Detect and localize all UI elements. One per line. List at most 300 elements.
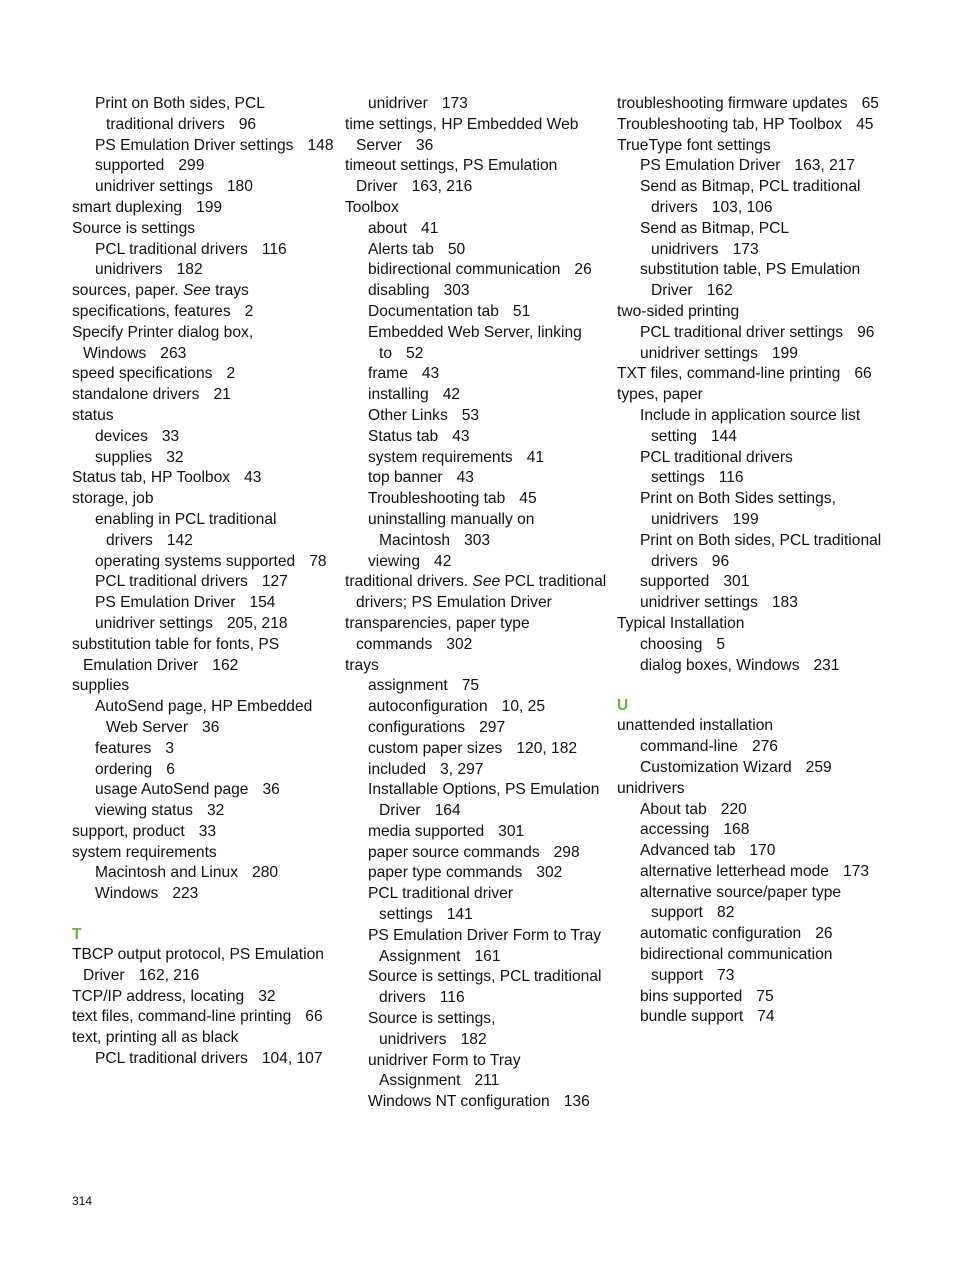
page-reference: 103, 106: [711, 198, 773, 216]
index-term: Specify Printer dialog box, Windows: [72, 323, 254, 362]
page-reference: 163, 217: [794, 157, 856, 175]
index-subentry: [345, 489, 607, 510]
index-term: PCL traditional drivers: [95, 573, 248, 591]
index-subentry: [617, 531, 887, 573]
page-reference: 298: [553, 843, 580, 861]
index-subentry: [617, 219, 887, 261]
page-reference: 199: [196, 198, 223, 216]
index-entry: [617, 779, 887, 800]
page-reference: 199: [732, 510, 759, 528]
page-reference: 36: [262, 781, 280, 799]
index-term: unidrivers: [617, 779, 685, 797]
index-term: supplies: [95, 448, 153, 466]
index-term: PCL traditional drivers: [95, 1050, 248, 1068]
index-term: unidriver: [368, 95, 428, 112]
index-term: ordering: [95, 760, 153, 778]
index-term: features: [95, 739, 152, 757]
index-term: configurations: [368, 718, 466, 736]
index-term: text, printing all as black: [72, 1029, 239, 1047]
index-term: storage, job: [72, 490, 154, 508]
page-reference: 96: [857, 323, 875, 341]
page-reference: 53: [461, 406, 480, 424]
page-reference: 223: [172, 885, 199, 903]
index-subentry: [617, 924, 887, 945]
page-reference: 231: [813, 656, 840, 674]
page-reference: 183: [771, 594, 798, 612]
page-reference: 45: [856, 115, 874, 133]
index-subentry: [617, 448, 887, 490]
index-entry: [72, 468, 334, 489]
index-term: specifications, features: [72, 302, 231, 320]
see-reference-label: See: [472, 573, 501, 591]
index-subentry: [345, 967, 607, 1009]
index-column-1: [72, 94, 334, 1070]
index-entry: [617, 115, 887, 136]
index-term: substitution table, PS Emulation Driver: [640, 261, 861, 300]
page-reference: 26: [815, 925, 833, 943]
index-subentry: [345, 448, 607, 469]
page-reference: 211: [474, 1072, 500, 1090]
index-term: bidirectional communication: [368, 261, 561, 279]
index-term: Other Links: [368, 406, 448, 424]
index-term: alternative letterhead mode: [640, 862, 829, 880]
index-term: PS Emulation Driver: [640, 157, 781, 175]
page-reference: 280: [252, 864, 279, 882]
index-term: supplies: [72, 677, 130, 695]
index-subentry: [345, 302, 607, 323]
page-reference: 173: [441, 95, 468, 112]
index-term: Typical Installation: [617, 614, 745, 632]
index-subentry: [617, 758, 887, 779]
index-term: transparencies, paper type commands: [345, 614, 530, 653]
index-subentry: [72, 739, 334, 760]
index-term: bundle support: [640, 1008, 744, 1026]
page-reference: 302: [536, 864, 563, 882]
index-subentry: [72, 427, 334, 448]
index-term: Source is settings, PCL traditional drivers: [368, 968, 602, 1007]
index-term: unidrivers: [95, 261, 163, 279]
page-reference: 32: [166, 448, 184, 466]
page-reference: 180: [226, 178, 253, 196]
index-subentry: [345, 427, 607, 448]
index-term: Customization Wizard: [640, 758, 792, 776]
page-reference: 142: [166, 531, 193, 549]
page-number: 314: [72, 1194, 93, 1208]
page-reference: 3, 297: [440, 760, 484, 778]
index-entry: [617, 94, 887, 115]
index-subentry: [72, 863, 334, 884]
index-term: command-line: [640, 738, 738, 756]
page-reference: 32: [258, 987, 276, 1005]
index-term: Status tab: [368, 427, 439, 445]
page-reference: 96: [711, 552, 730, 570]
index-term: unidriver settings: [95, 178, 213, 196]
index-term: paper source commands: [368, 843, 540, 861]
page-reference: 220: [720, 800, 747, 818]
index-term: Toolbox: [345, 198, 399, 216]
index-term: Alerts tab: [368, 240, 434, 258]
index-subentry: [617, 635, 887, 656]
page-reference: 173: [732, 240, 759, 258]
index-subentry: [345, 385, 607, 406]
index-subentry: [345, 510, 607, 552]
index-subentry: [72, 780, 334, 801]
page-reference: 263: [160, 344, 187, 362]
index-term: troubleshooting firmware updates: [617, 95, 848, 112]
index-subentry: [617, 883, 887, 925]
index-term: PCL traditional drivers settings: [640, 448, 793, 487]
index-term: unidriver settings: [640, 594, 758, 612]
index-term: Windows: [95, 885, 159, 903]
index-term: autoconfiguration: [368, 698, 488, 716]
index-term: TBCP output protocol, PS Emulation Driver: [72, 946, 324, 984]
page-reference: 26: [574, 261, 592, 279]
index-term: about: [368, 219, 408, 237]
index-entry: [345, 115, 607, 157]
index-term: types, paper: [617, 386, 703, 404]
index-subentry: [72, 448, 334, 469]
page-reference: 50: [447, 240, 466, 258]
page-reference: 154: [249, 594, 276, 612]
index-term: Troubleshooting tab: [368, 490, 506, 508]
index-term: unidriver Form to Tray Assignment: [368, 1051, 521, 1090]
index-subentry: [72, 156, 334, 177]
index-term: Windows NT configuration: [368, 1093, 550, 1111]
page-reference: 182: [460, 1030, 487, 1048]
page-reference: 41: [526, 448, 545, 466]
index-entry: [345, 156, 607, 198]
index-subentry: [345, 739, 607, 760]
index-term: PCL traditional driver settings: [368, 885, 514, 924]
index-subentry: [72, 572, 334, 593]
index-entry: [72, 987, 334, 1008]
page-reference: 199: [771, 344, 798, 362]
index-subentry: [617, 862, 887, 883]
index-subentry: [72, 552, 334, 573]
index-subentry: [345, 94, 607, 115]
index-subentry: [72, 801, 334, 822]
index-term: PCL traditional drivers: [95, 240, 248, 258]
index-subentry: [617, 820, 887, 841]
index-subentry: [345, 219, 607, 240]
index-term: TXT files, command-line printing: [617, 365, 841, 383]
index-term: unidriver settings: [640, 344, 758, 362]
index-term: bidirectional communication support: [640, 946, 833, 984]
index-term: installing: [368, 386, 429, 404]
page-reference: 74: [757, 1008, 775, 1026]
index-entry: [72, 385, 334, 406]
index-term: alternative source/paper type support: [640, 883, 842, 922]
index-term: top banner: [368, 469, 443, 487]
index-subentry: [345, 760, 607, 781]
index-subentry: [345, 323, 607, 365]
page-reference: 33: [198, 822, 217, 840]
index-term: timeout settings, PS Emulation Driver: [345, 157, 558, 196]
index-term: Installable Options, PS Emulation Driver: [368, 781, 600, 820]
index-term: two-sided printing: [617, 302, 740, 320]
index-subentry: [345, 884, 607, 926]
index-entry: [345, 614, 607, 656]
index-term: text files, command-line printing: [72, 1008, 292, 1026]
page-reference: 116: [718, 469, 744, 487]
index-entry: [72, 323, 334, 365]
page-reference: 42: [434, 552, 452, 570]
index-term: assignment: [368, 677, 448, 695]
page-reference: 21: [213, 386, 231, 404]
index-entry: [72, 1028, 334, 1049]
page-reference: 104, 107: [261, 1050, 323, 1068]
index-term: uninstalling manually on Macintosh: [368, 510, 535, 549]
index-entry: [72, 822, 334, 843]
page-reference: 162: [706, 282, 733, 300]
index-subentry: [617, 945, 887, 987]
index-term: Print on Both sides, PCL traditional drivers: [95, 95, 265, 133]
page-reference: 33: [161, 427, 180, 445]
index-term: viewing status: [95, 802, 193, 820]
index-term: Macintosh and Linux: [95, 864, 239, 882]
page-reference: 141: [446, 906, 473, 924]
index-subentry: [617, 156, 887, 177]
index-term: operating systems supported: [95, 552, 296, 570]
page-reference: 2: [226, 365, 236, 383]
page-reference: 43: [456, 469, 474, 487]
index-subentry: [72, 884, 334, 905]
index-subentry: [617, 572, 887, 593]
index-column-3: [617, 94, 887, 1028]
index-term: PS Emulation Driver settings: [95, 136, 294, 154]
index-subentry: [345, 364, 607, 385]
index-subentry: [617, 841, 887, 862]
index-subentry: [345, 780, 607, 822]
see-reference-label: See: [182, 282, 211, 300]
page-reference: 120, 182: [516, 739, 578, 757]
index-subentry: [345, 281, 607, 302]
page-reference: 32: [206, 802, 225, 820]
index-entry: [617, 136, 887, 157]
page-reference: 66: [854, 365, 872, 383]
index-subentry: [345, 676, 607, 697]
index-subentry: [345, 926, 607, 968]
see-reference-target: PCL traditional drivers; PS Emulation Driver: [356, 573, 607, 612]
index-subentry: [72, 260, 334, 281]
index-term: Print on Both Sides settings, unidrivers: [640, 490, 836, 528]
page-reference: 36: [415, 136, 434, 154]
page-reference: 136: [563, 1093, 590, 1111]
index-term: Print on Both sides, PCL traditional drivers: [640, 531, 882, 570]
index-subentry: [345, 697, 607, 718]
index-subentry: [617, 406, 887, 448]
page-reference: 78: [309, 552, 327, 570]
index-subentry: [617, 323, 887, 344]
see-reference-target: trays: [215, 282, 249, 300]
page-reference: 73: [717, 966, 735, 984]
index-subentry: [617, 489, 887, 531]
index-term: Documentation tab: [368, 302, 499, 320]
page-reference: 259: [805, 758, 832, 776]
index-subentry: [72, 697, 334, 739]
index-subentry: [72, 136, 334, 157]
index-term: included: [368, 760, 427, 778]
page-reference: 41: [421, 219, 439, 237]
index-term: bins supported: [640, 987, 743, 1005]
page-reference: 148: [307, 136, 334, 154]
index-term: sources, paper.: [72, 282, 179, 300]
index-subentry: [345, 468, 607, 489]
index-subentry: [72, 177, 334, 198]
index-term: dialog boxes, Windows: [640, 656, 800, 674]
page-reference: 75: [756, 987, 774, 1005]
page-reference: 301: [498, 822, 525, 840]
index-subentry: [617, 800, 887, 821]
index-entry: [72, 489, 334, 510]
index-subentry: [617, 260, 887, 302]
index-term: About tab: [640, 800, 707, 818]
index-term: status: [72, 406, 114, 424]
page-reference: 45: [519, 490, 537, 508]
index-entry: [72, 281, 334, 302]
index-term: Advanced tab: [640, 842, 736, 860]
page-reference: 43: [421, 365, 440, 383]
index-term: custom paper sizes: [368, 739, 503, 757]
index-entry: [617, 302, 887, 323]
index-term: accessing: [640, 821, 710, 839]
index-entry: [617, 614, 887, 635]
section-letter: U: [617, 697, 629, 715]
index-entry: [72, 219, 334, 240]
index-term: Embedded Web Server, linking to: [368, 323, 582, 362]
page-reference: 127: [261, 573, 288, 591]
index-subentry: [345, 718, 607, 739]
page-reference: 6: [166, 760, 175, 778]
index-term: enabling in PCL traditional drivers: [95, 510, 277, 549]
index-entry: [345, 198, 607, 219]
index-term: TrueType font settings: [617, 136, 771, 154]
index-term: supported: [640, 573, 710, 591]
page-reference: 205, 218: [226, 614, 288, 632]
index-term: Status tab, HP Toolbox: [72, 469, 231, 487]
index-term: Include in application source list setting: [640, 406, 861, 445]
index-subentry: [345, 240, 607, 261]
index-term: speed specifications: [72, 365, 213, 383]
index-term: trays: [345, 656, 379, 674]
page-reference: 10, 25: [501, 698, 546, 716]
index-term: Send as Bitmap, PCL unidrivers: [640, 219, 789, 258]
page-reference: 51: [512, 302, 531, 320]
page-reference: 168: [723, 821, 750, 839]
page-reference: 170: [749, 842, 776, 860]
page-reference: 36: [202, 718, 220, 736]
page-reference: 52: [406, 344, 424, 362]
index-term: usage AutoSend page: [95, 781, 249, 799]
index-subentry: [72, 1049, 334, 1070]
index-term: paper type commands: [368, 864, 523, 882]
page-reference: 163, 216: [411, 178, 473, 196]
page-reference: 173: [842, 862, 870, 880]
index-entry: [617, 716, 887, 737]
index-subentry: [345, 843, 607, 864]
index-subentry: [345, 552, 607, 573]
index-term: PS Emulation Driver Form to Tray Assignment: [368, 926, 602, 965]
index-term: disabling: [368, 282, 430, 300]
page-reference: 162: [212, 656, 239, 674]
page-reference: 161: [474, 947, 501, 965]
index-subentry: [345, 822, 607, 843]
index-entry: [72, 843, 334, 864]
page-reference: 302: [446, 635, 473, 653]
page-reference: 3: [165, 739, 175, 757]
index-term: choosing: [640, 635, 703, 653]
page-reference: 96: [238, 115, 257, 133]
page-reference: 303: [443, 282, 470, 300]
index-term: system requirements: [368, 448, 513, 466]
page-reference: 75: [461, 677, 480, 695]
index-subentry: [345, 863, 607, 884]
index-term: traditional drivers.: [345, 573, 469, 591]
index-term: smart duplexing: [72, 198, 183, 216]
index-subentry: [72, 510, 334, 552]
index-term: PCL traditional driver settings: [640, 323, 844, 341]
index-entry: [345, 656, 607, 677]
index-entry: [345, 572, 607, 614]
page-reference: 164: [434, 802, 461, 820]
index-subentry: [345, 1092, 607, 1113]
section-letter: T: [72, 926, 82, 944]
index-subentry: [345, 406, 607, 427]
index-subentry: [345, 1009, 607, 1051]
index-subentry: [617, 987, 887, 1008]
index-term: TCP/IP address, locating: [72, 987, 245, 1005]
index-subentry: [345, 1051, 607, 1093]
index-subentry: [72, 240, 334, 261]
index-subentry: [617, 1007, 887, 1028]
page-reference: 43: [244, 469, 262, 487]
page-reference: 144: [710, 427, 737, 445]
index-subentry: [617, 593, 887, 614]
index-subentry: [617, 344, 887, 365]
index-term: frame: [368, 365, 408, 383]
index-term: standalone drivers: [72, 386, 200, 404]
index-term: system requirements: [72, 843, 217, 861]
index-subentry: [345, 260, 607, 281]
page-reference: 182: [176, 261, 203, 279]
page-reference: 66: [305, 1008, 323, 1026]
index-subentry: [72, 614, 334, 635]
index-term: AutoSend page, HP Embedded Web Server: [95, 698, 313, 736]
index-term: Source is settings: [72, 219, 196, 237]
page-reference: 297: [479, 718, 506, 736]
index-entry: [72, 302, 334, 323]
index-term: Send as Bitmap, PCL traditional drivers: [640, 178, 861, 216]
page-reference: 299: [178, 157, 205, 175]
page-reference: 162, 216: [138, 966, 200, 984]
index-subentry: [72, 760, 334, 781]
index-entry: [72, 364, 334, 385]
index-entry: [72, 1007, 334, 1028]
page-reference: 42: [442, 386, 461, 404]
index-entry: [617, 364, 887, 385]
page-reference: 5: [716, 635, 726, 653]
index-subentry: [617, 737, 887, 758]
index-term: support, product: [72, 822, 185, 840]
index-entry: [72, 406, 334, 427]
index-term: Source is settings, unidrivers: [368, 1010, 496, 1048]
page-reference: 2: [244, 302, 254, 320]
index-entry: [72, 945, 334, 987]
page-reference: 43: [452, 427, 470, 445]
index-entry: [72, 198, 334, 219]
page-reference: 276: [751, 738, 778, 756]
index-entry: [72, 676, 334, 697]
